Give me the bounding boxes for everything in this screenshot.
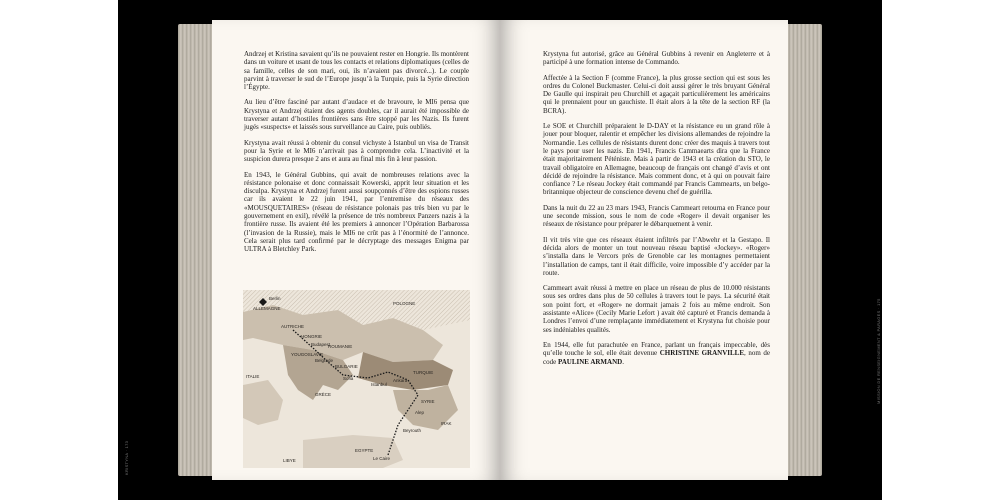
map-label-beyrouth: Beyrouth: [403, 428, 422, 433]
map-label-irak: IRAK: [441, 421, 452, 426]
map-label-istanbul: Istanbul: [371, 382, 387, 387]
route-map: [243, 290, 470, 468]
map-label-turquie: TURQUIE: [413, 370, 434, 375]
final-text-codename: PAULINE ARMAND: [557, 357, 623, 366]
map-label-autriche: AUTRICHE: [281, 324, 305, 329]
map-label-pologne: POLOGNE: [393, 301, 416, 306]
left-paragraph: Au lieu d’être fasciné par autant d’audace et de bravoure, le MI6 pensa que Krystyna et Andrzej étaient des agents doubles, car il aurait été impossible de traverser autant d’hostiles frontières sans être stoppé par les Nazis. Ils furent jugés «suspects» et laissés sous surveillance au Caire, puis oubliés.: [244, 98, 469, 132]
map-label-bulgarie: BULGARIE: [335, 364, 358, 369]
map-label-sofia: Sofia: [343, 376, 354, 381]
map-region-egypt-libya: [303, 435, 403, 468]
right-page-text: [543, 50, 770, 373]
map-label-egypte: EGYPTE: [355, 448, 374, 453]
right-paragraph: Dans la nuit du 22 au 23 mars 1943, Francis Cammeart retourna en France pour une seconde mission, sous le nom de code «Roger» il devait organiser les réseaux de résistance pour préparer le débarquement à venir.: [543, 203, 770, 229]
right-paragraph: Krystyna fut autorisé, grâce au Général Gubbins à revenir en Angleterre et à participé à une formation intense de Commando.: [543, 50, 770, 67]
map-label-alep: Alep: [415, 410, 425, 415]
final-text-name: CHRISTINE GRANVILLE: [659, 349, 745, 358]
map-label-yougoslavie: YOUGOSLAVIE: [291, 352, 324, 357]
map-label-belgrade: Belgrade: [315, 358, 334, 363]
left-running-footer: KRISTYNA · 173: [124, 440, 129, 475]
map-label-italie: ITALIE: [246, 374, 260, 379]
route-map-svg: [243, 290, 470, 468]
left-paragraph: Krystyna avait réussi à obtenir du consul vichyste à Istanbul un visa de Transit pour la Syrie et le MI6 n’arrivait pas à comprendre cela. L’inactivité et la suspicion durera presque 2 ans et aura au final mis fin à leur passion.: [244, 138, 469, 164]
map-label-ankara: Ankara: [393, 378, 408, 383]
final-text-suffix: , nom de code: [543, 349, 771, 366]
map-label-allemagne: ALLEMAGNE: [253, 306, 281, 311]
map-label-berlin: Berlin: [269, 296, 281, 301]
map-label-le-caire: Le Caire: [373, 456, 391, 461]
final-text-end: .: [622, 357, 624, 366]
right-final-paragraph: [543, 341, 770, 366]
left-paragraph: Andrzej et Kristina savaient qu’ils ne pouvaient rester en Hongrie. Ils montèrent dans un voiture et usant de tous les contacts et relations diplomatiques (celles de sa famille, celles de son mari, oui, ils n’avaient pas divorcé...). Le couple parvint à traverser le sud de l’Europe jusqu’à la Turquie, puis la Syrie direction l’Égypte.: [244, 50, 469, 92]
map-label-grece: GRÈCE: [315, 392, 332, 397]
page-edges-left: [178, 24, 214, 476]
right-running-footer: MISSION DE RENSEIGNEMENT & PARAGES · 175: [876, 298, 881, 404]
right-paragraph: Il vit très vite que ces réseaux étaient infiltrés par l’Abwehr et la Gestapo. Il décida alors de monter un tout nouveau réseau baptisé «Jockey». «Roger» s’installa dans le Vercors près de Grenoble car les montagnes permettaient l’installation de camps, tant il était difficile, voire impossible d’y accéder par la route.: [543, 235, 770, 277]
page-edges-right: [786, 24, 822, 476]
right-paragraph: Le SOE et Churchill préparaient le D-DAY et la résistance eu un grand rôle à jouer pour bloquer, ralentir et empêcher les divisions allemandes de rejoindre la Normandie. Les cellules de résistants durent donc créer des maquis à travers tout le pays pour user les nazis. En 1941, Francis Cammaearts dira que la France était majoritairement Péténiste. Mais à partir de 1943 et la création du STO, le travail obligatoire en Allemagne, beaucoup de français ont changé d’avis et ont décidé de rejoindre la résistance. Mais comment donc, et à qui on pouvait faire confiance ? Le réseau Jockey était commandé par Francis Cammearts, un belgo-britannique objecteur de conscience devenu chef de guérilla.: [543, 122, 770, 197]
right-paragraph: Cammeart avait réussi à mettre en place un réseau de plus de 10.000 résistants sous ses ordres dans plus de 50 cellules à travers tout le pays. La sécurité était son point fort, et «Roger» ne dormait jamais 2 fois au même endroit. Son assistante «Alice» (Cecily Marie Lefort ) avait été capturé et Francis demanda à Londres l’envoi d’une remplaçante immédiatement et Krystyna fut choisie pour ses indéniables qualités.: [543, 284, 770, 334]
map-label-syrie: SYRIE: [421, 399, 435, 404]
map-label-hongrie: HONGRIE: [301, 334, 323, 339]
left-page-text: [244, 50, 469, 261]
map-label-budapest: Budapest: [311, 342, 331, 347]
final-text-prefix: En 1944, elle fut parachutée en France, parlant un français impeccable, dès qu’elle touche le sol, elle était devenue: [543, 340, 770, 358]
right-paragraph: Affectée à la Section F (comme France), la plus grosse section qui est sous les ordres du Colonel Buckmaster. Celui-ci doit aussi gérer le très bruyant Général De Gaulle qui inspirait peu Churchill et agaçait particulièrement les américains qui le prennaient pour un gauchiste. Il était alors à la tête de la section RF (la BCRA).: [543, 73, 770, 115]
map-label-roumanie: ROUMANIE: [328, 344, 353, 349]
left-paragraph: En 1943, le Général Gubbins, qui avait de nombreuses relations avec la résistance polonaise et donc connaissait Kowerski, apprit leur situation et les disculpa. Krystyna et Andrzej furent aussi soupçonnés d’être des espions russes car ils avaient le 22 juin 1941, par l’entremise du réseaux des «MOUSQUETAIRES» (réseau de résistance polonais pas très bien vu par le gouvernement en exil), révélé la présence de très nombreux Panzers nazis à la frontière russe. Ils avaient été les premiers à annoncer l’Opération Barbarossa (l’invasion de la Russie), mais le MI6 ne crût pas à l’énormité de l’annonce. Cela serait plus tard confirmé par le décryptage des messages Enigma par ULTRA à Bletchley Park.: [244, 170, 469, 254]
map-label-libye: LIBYE: [283, 458, 296, 463]
